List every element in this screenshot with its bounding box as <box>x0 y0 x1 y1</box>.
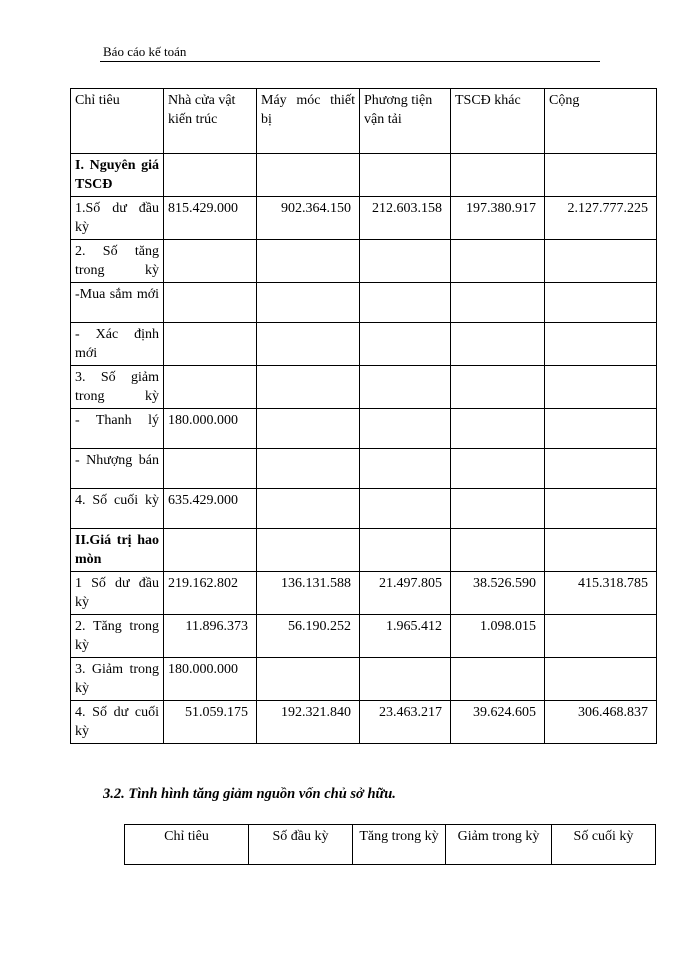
cell-value: 415.318.785 <box>545 572 657 615</box>
cell-value: 21.497.805 <box>360 572 451 615</box>
cell-value <box>360 323 451 366</box>
cell-value <box>545 240 657 283</box>
cell-value <box>545 529 657 572</box>
cell-value: 306.468.837 <box>545 701 657 744</box>
cell-value <box>545 366 657 409</box>
table-row <box>71 489 657 529</box>
table-row <box>71 615 657 658</box>
row-label: 2. Tăng trong kỳ <box>71 615 164 658</box>
column-header: Phương tiện vận tải <box>360 89 451 154</box>
cell-value <box>257 154 360 197</box>
cell-value <box>545 615 657 658</box>
column-header: Giảm trong kỳ <box>446 825 552 865</box>
cell-value <box>257 529 360 572</box>
cell-value <box>451 366 545 409</box>
cell-value <box>164 529 257 572</box>
cell-value <box>545 409 657 449</box>
table-row <box>71 409 657 449</box>
cell-value: 212.603.158 <box>360 197 451 240</box>
column-header: Tăng trong kỳ <box>353 825 446 865</box>
table-row <box>71 154 657 197</box>
column-header: Máy móc thiết bị <box>257 89 360 154</box>
column-header: Chỉ tiêu <box>125 825 249 865</box>
cell-value <box>360 658 451 701</box>
cell-value <box>164 449 257 489</box>
cell-value: 56.190.252 <box>257 615 360 658</box>
column-header: Cộng <box>545 89 657 154</box>
cell-value <box>164 283 257 323</box>
row-label: -Mua sắm mới <box>71 283 164 323</box>
cell-value <box>451 449 545 489</box>
column-header: Số cuối kỳ <box>552 825 656 865</box>
row-label: 1.Số dư đầu kỳ <box>71 197 164 240</box>
page-header-title: Báo cáo kế toán <box>103 44 187 59</box>
cell-value: 51.059.175 <box>164 701 257 744</box>
row-label: 3. Giảm trong kỳ <box>71 658 164 701</box>
cell-value: 197.380.917 <box>451 197 545 240</box>
cell-value <box>257 283 360 323</box>
cell-value: 635.429.000 <box>164 489 257 529</box>
row-label: I. Nguyên giá TSCĐ <box>71 154 164 197</box>
column-header: Số đầu kỳ <box>249 825 353 865</box>
table-header-row <box>71 89 657 154</box>
cell-value <box>545 658 657 701</box>
cell-value <box>257 323 360 366</box>
cell-value: 180.000.000 <box>164 658 257 701</box>
cell-value <box>451 658 545 701</box>
row-label: 2. Số tăng trong kỳ <box>71 240 164 283</box>
cell-value <box>360 366 451 409</box>
cell-value <box>360 154 451 197</box>
cell-value: 11.896.373 <box>164 615 257 658</box>
table-header-row <box>125 825 656 865</box>
cell-value <box>164 154 257 197</box>
cell-value <box>451 529 545 572</box>
cell-value <box>360 409 451 449</box>
table-row <box>71 323 657 366</box>
cell-value <box>451 323 545 366</box>
column-header: TSCĐ khác <box>451 89 545 154</box>
cell-value: 1.098.015 <box>451 615 545 658</box>
cell-value <box>451 283 545 323</box>
row-label: - Thanh lý <box>71 409 164 449</box>
cell-value <box>257 240 360 283</box>
cell-value: 38.526.590 <box>451 572 545 615</box>
cell-value <box>451 154 545 197</box>
cell-value <box>257 449 360 489</box>
table-row <box>71 449 657 489</box>
cell-value <box>360 449 451 489</box>
cell-value: 815.429.000 <box>164 197 257 240</box>
fixed-assets-table <box>70 88 657 744</box>
table-row <box>71 701 657 744</box>
cell-value <box>545 323 657 366</box>
header-divider <box>100 61 600 62</box>
cell-value: 39.624.605 <box>451 701 545 744</box>
cell-value <box>545 489 657 529</box>
row-label: II.Giá trị hao mòn <box>71 529 164 572</box>
table-row <box>71 658 657 701</box>
table-row <box>71 529 657 572</box>
table-row <box>71 366 657 409</box>
cell-value <box>164 240 257 283</box>
table-row <box>71 283 657 323</box>
cell-value <box>545 154 657 197</box>
cell-value: 180.000.000 <box>164 409 257 449</box>
cell-value: 1.965.412 <box>360 615 451 658</box>
cell-value <box>545 449 657 489</box>
table-row <box>71 240 657 283</box>
row-label: 3. Số giảm trong kỳ <box>71 366 164 409</box>
cell-value <box>257 366 360 409</box>
cell-value <box>360 240 451 283</box>
cell-value: 219.162.802 <box>164 572 257 615</box>
cell-value: 136.131.588 <box>257 572 360 615</box>
cell-value: 902.364.150 <box>257 197 360 240</box>
equity-table <box>124 824 656 865</box>
cell-value <box>451 409 545 449</box>
cell-value <box>360 489 451 529</box>
cell-value <box>164 323 257 366</box>
table-row <box>71 572 657 615</box>
cell-value <box>257 658 360 701</box>
row-label: - Xác định mới <box>71 323 164 366</box>
column-header: Nhà cửa vật kiến trúc <box>164 89 257 154</box>
cell-value: 23.463.217 <box>360 701 451 744</box>
cell-value <box>451 489 545 529</box>
cell-value <box>545 283 657 323</box>
cell-value <box>257 489 360 529</box>
row-label: 4. Số cuối kỳ <box>71 489 164 529</box>
section-heading: 3.2. Tình hình tăng giảm nguồn vốn chủ sở hữu. <box>103 786 396 802</box>
cell-value: 2.127.777.225 <box>545 197 657 240</box>
cell-value <box>451 240 545 283</box>
row-label: - Nhượng bán <box>71 449 164 489</box>
cell-value <box>360 283 451 323</box>
cell-value <box>164 366 257 409</box>
cell-value: 192.321.840 <box>257 701 360 744</box>
cell-value <box>257 409 360 449</box>
table-row <box>71 197 657 240</box>
column-header: Chỉ tiêu <box>71 89 164 154</box>
cell-value <box>360 529 451 572</box>
row-label: 4. Số dư cuối kỳ <box>71 701 164 744</box>
row-label: 1 Số dư đầu kỳ <box>71 572 164 615</box>
